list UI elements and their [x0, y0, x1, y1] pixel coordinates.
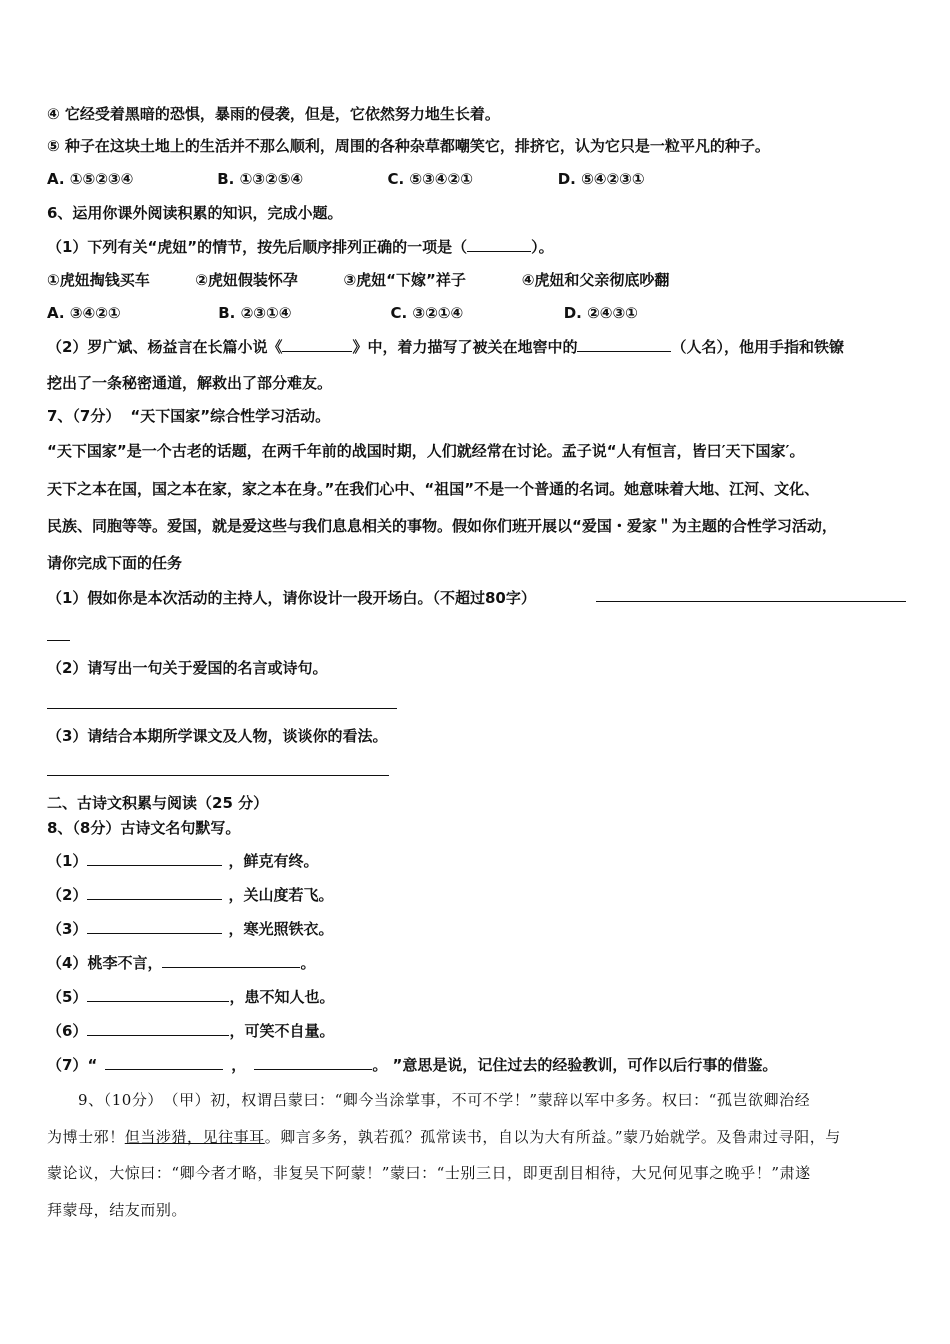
q6-stem: 6、运用你课外阅读积累的知识，完成小题。: [47, 204, 343, 222]
q6-events: [47, 269, 669, 291]
q8-item-7-comma: ，: [231, 1056, 247, 1074]
q8-item-7-text: 。 ”意思是说，记住过去的经验教训，可作以后行事的借鉴。: [372, 1056, 778, 1074]
q8-item-5: [47, 986, 334, 1008]
q8-item-2-blank[interactable]: [87, 885, 222, 900]
q8-stem-text: 古诗文名句默写。: [120, 819, 241, 837]
q9-line-3: 蒙论议，大惊曰：“卿今者才略，非复吴下阿蒙！”蒙曰：“士别三日，即更刮目相待，大兄何见事之晚乎！”肃遂: [47, 1164, 811, 1182]
q5-option-c[interactable]: C. ⑤③④②①: [387, 170, 473, 188]
q7-para-line-2: 天下之本在国，国之本在家，家之本在身。”在我们心中、“祖国”不是一个普通的名词。她意味着大地、江河、文化、: [47, 480, 820, 498]
q5-option-b[interactable]: B. ①③②⑤④: [217, 170, 304, 188]
section-2-title: 二、古诗文积累与阅读（25 分）: [47, 794, 269, 812]
q8-item-4-text: 。: [300, 954, 316, 972]
q7-task-2-answer-line[interactable]: [47, 708, 397, 709]
q6-sub2-text-a: （2）罗广斌、杨益言在长篇小说《: [47, 338, 283, 356]
q6-event-4: ④虎妞和父亲彻底吵翻: [521, 271, 670, 289]
q8-item-7-blank-1[interactable]: [105, 1055, 223, 1070]
q8-item-6-blank[interactable]: [87, 1021, 229, 1036]
q5-options: [47, 168, 645, 190]
q5-option-d[interactable]: D. ⑤④②③①: [557, 170, 645, 188]
q7-task-1: （1）假如你是本次活动的主持人，请你设计一段开场白。（不超过80字）: [47, 589, 536, 607]
q9-line-2-a: 为博士邪！: [47, 1128, 125, 1146]
q8-stem-num: 8、（8分）: [47, 819, 121, 837]
q5-item-5: ⑤ 种子在这块土地上的生活并不那么顺利，周围的各种杂草都嘲笑它，排挤它，认为它只是一粒平凡的种子。: [47, 137, 770, 155]
q8-item-3-num: （3）: [47, 920, 88, 938]
q6-option-c[interactable]: C. ③②①④: [390, 304, 464, 322]
q8-item-7: [47, 1054, 777, 1076]
q8-item-2-num: （2）: [47, 886, 88, 904]
q6-sub2-text-b: 》中，着力描写了被关在地窖中的: [352, 338, 578, 356]
q8-item-5-blank[interactable]: [87, 987, 229, 1002]
q6-option-d[interactable]: D. ②④③①: [563, 304, 638, 322]
q9-underlined-phrase: 但当涉猎，见往事耳: [124, 1128, 265, 1146]
q7-para-line-4: 请你完成下面的任务: [47, 554, 183, 572]
q5-option-a[interactable]: A. ①⑤②③④: [47, 170, 134, 188]
q6-sub1-end: ）。: [531, 238, 554, 256]
q5-item-4: ④ 它经受着黑暗的恐惧，暴雨的侵袭，但是，它依然努力地生长着。: [47, 105, 500, 123]
q6-sub2-blank-novel[interactable]: [282, 337, 352, 352]
q9-line-4: 拜蒙母，结友而别。: [47, 1201, 187, 1219]
q8-stem: [47, 817, 240, 839]
q8-item-6-num: （6）: [47, 1022, 88, 1040]
q8-item-5-text: ，患不知人也。: [229, 988, 335, 1006]
q9-line-2: [47, 1126, 841, 1148]
q6-event-3: ③虎妞“下嫁”祥子: [343, 271, 466, 289]
q8-item-2-text: ，关山度若飞。: [228, 886, 334, 904]
q8-item-4-pre: 桃李不言，: [87, 954, 163, 972]
q6-sub1-blank[interactable]: [467, 237, 531, 252]
q8-item-5-num: （5）: [47, 988, 88, 1006]
q8-item-4: [47, 952, 315, 974]
q8-item-4-num: （4）: [47, 954, 88, 972]
q6-options: [47, 302, 638, 324]
q6-option-b[interactable]: B. ②③①④: [218, 304, 292, 322]
q7-stem: [47, 405, 330, 427]
q6-sub2-line2: 挖出了一条秘密通道，解救出了部分难友。: [47, 374, 333, 392]
q7-task-3: （3）请结合本期所学课文及人物，谈谈你的看法。: [47, 727, 388, 745]
q8-item-3-blank[interactable]: [87, 919, 222, 934]
q8-item-6-text: ，可笑不自量。: [229, 1022, 335, 1040]
q8-item-7-blank-2[interactable]: [254, 1055, 372, 1070]
q8-item-2: [47, 884, 333, 906]
q7-stem-num: 7、（7分）: [47, 407, 121, 425]
q6-sub2: [47, 336, 844, 358]
q6-sub1: [47, 236, 554, 258]
q6-sub2-text-c: （人名），他用手指和铁镣: [671, 338, 844, 356]
q8-item-4-blank[interactable]: [162, 953, 300, 968]
q6-event-1: ①虎妞掏钱买车: [47, 271, 150, 289]
q8-item-3-text: ，寒光照铁衣。: [228, 920, 334, 938]
q6-option-a[interactable]: A. ③④②①: [47, 304, 121, 322]
q7-para-line-3: 民族、同胞等等。爱国，就是爱这些与我们息息相关的事物。假如你们班开展以“爱国・爱家＂为主题的合性学习活动，: [47, 517, 837, 535]
q8-item-1-blank[interactable]: [87, 851, 222, 866]
q7-para-line-1: “天下国家”是一个古老的话题，在两千年前的战国时期，人们就经常在讨论。孟子说“人有恒言，皆曰′天下国家′。: [47, 442, 805, 460]
q8-item-7-open-quote: “: [87, 1056, 98, 1074]
q6-sub1-text: （1）下列有关“虎妞”的情节，按先后顺序排列正确的一项是（: [47, 238, 468, 256]
q8-item-6: [47, 1020, 334, 1042]
q6-sub2-blank-name[interactable]: [577, 337, 671, 352]
q9-line-1: 9、（10分） （甲）初，权谓吕蒙曰：“卿今当涂掌事，不可不学！”蒙辞以军中多务。权曰：“孤岂欲卿治经: [78, 1091, 811, 1109]
q7-stem-text: “天下国家”综合性学习活动。: [130, 407, 331, 425]
q8-item-1-num: （1）: [47, 852, 88, 870]
q8-item-1-text: ，鲜克有终。: [228, 852, 319, 870]
q6-event-2: ②虎妞假装怀孕: [195, 271, 298, 289]
q8-item-1: [47, 850, 318, 872]
q7-task-1-answer-line-cont[interactable]: [47, 640, 70, 641]
q7-task-1-answer-line[interactable]: [596, 601, 906, 602]
q7-task-3-answer-line[interactable]: [47, 775, 389, 776]
q7-task-2: （2）请写出一句关于爱国的名言或诗句。: [47, 659, 328, 677]
q8-item-3: [47, 918, 333, 940]
q9-line-2-b: 。卿言多务，孰若孤？孤常读书，自以为大有所益。”蒙乃始就学。及鲁肃过寻阳，与: [264, 1128, 841, 1146]
q8-item-7-num: （7）: [47, 1056, 88, 1074]
